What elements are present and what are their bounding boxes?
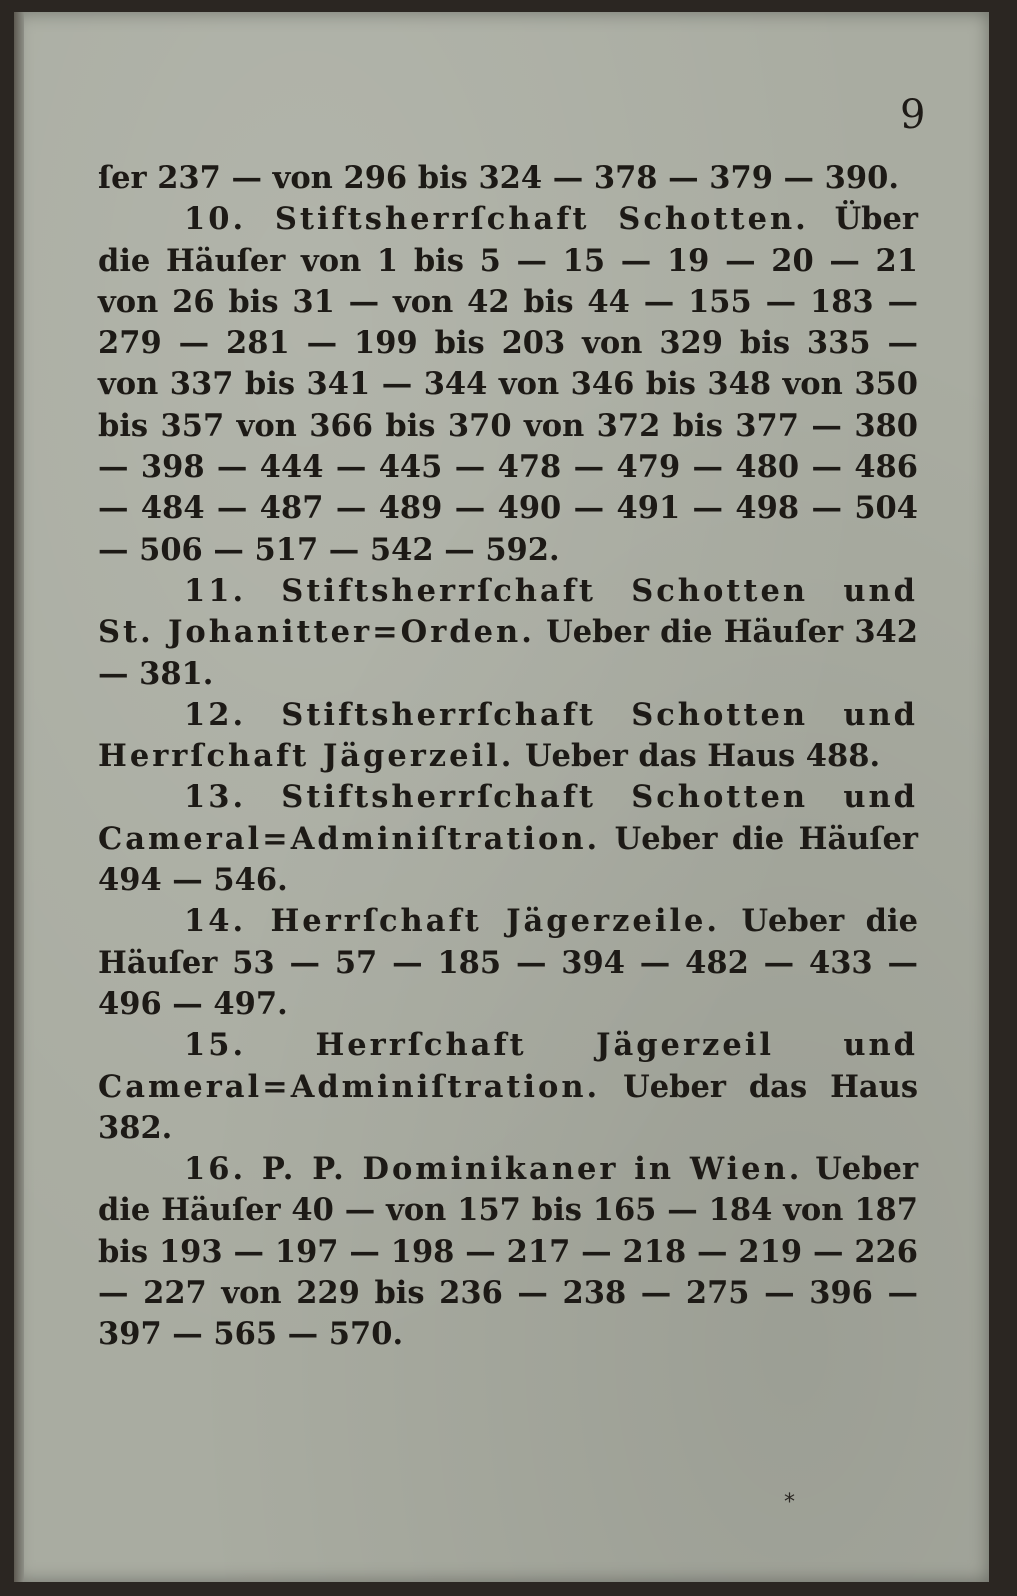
entry-text: Ueber die Häuſer 494 — 546.	[98, 820, 918, 899]
page-number: 9	[900, 92, 926, 138]
entry-heading: 12. Stiftsherrſchaft Schotten und Herrſchaft Jägerzeil.	[98, 696, 918, 775]
entry-14	[98, 901, 918, 1025]
entry-heading: 14. Herrſchaft Jägerzeile.	[184, 903, 721, 940]
entry-11	[98, 571, 918, 695]
entry-text: Über die Häuſer von 1 bis 5 — 15 — 19 — 20 — 21 von 26 bis 31 — von 42 bis 44 — 155 — 183 — 279 — 281 — 199 bis 203 von 329 bis 335 — von 337 bis 341 — 344 von 346 bis 348 von 350 bis 357 von 366 bis 370 von 372 bis 377 — 380 — 398 — 444 — 445 — 478 — 479 — 480 — 486 — 484 — 487 — 489 — 490 — 491 — 498 — 504 — 506 — 517 — 542 — 592.	[98, 201, 918, 568]
entry-heading: 11. Stiftsherrſchaft Schotten und St. Johanitter=Orden.	[98, 572, 918, 651]
paragraph-continuation	[98, 158, 918, 199]
entry-text: Ueber die Häuſer 53 — 57 — 185 — 394 — 482 — 433 — 496 — 497.	[98, 903, 918, 1022]
entry-15	[98, 1025, 918, 1149]
footer-mark: *	[784, 1490, 795, 1515]
entry-16	[98, 1149, 918, 1355]
entry-text: Ueber das Haus 382.	[98, 1068, 918, 1146]
entry-heading: 15. Herrſchaft Jägerzeil und Cameral=Adminiſtration.	[98, 1027, 918, 1105]
binding-edge	[14, 12, 24, 1582]
paragraph-text: ſer 237 — von 296 bis 324 — 378 — 379 — 390.	[98, 160, 899, 196]
entry-10	[98, 199, 918, 571]
entry-text: Ueber die Häuſer 40 — von 157 bis 165 — 184 von 187 bis 193 — 197 — 198 — 217 — 218 — 219 — 226 — 227 von 229 bis 236 — 238 — 275 — 396 — 397 — 565 — 570.	[98, 1151, 919, 1353]
page-body	[98, 158, 918, 1356]
entry-heading: 10. Stiftsherrſchaft Schotten.	[184, 201, 809, 238]
entry-heading: 16. P. P. Dominikaner in Wien.	[184, 1151, 803, 1188]
entry-heading: 13. Stiftsherrſchaft Schotten und Cameral=Adminiſtration.	[98, 779, 918, 857]
entry-text: Ueber die Häuſer 342 — 381.	[98, 614, 918, 692]
entry-12	[98, 695, 918, 778]
entry-13	[98, 777, 918, 901]
entry-text: Ueber das Haus 488.	[524, 738, 881, 775]
